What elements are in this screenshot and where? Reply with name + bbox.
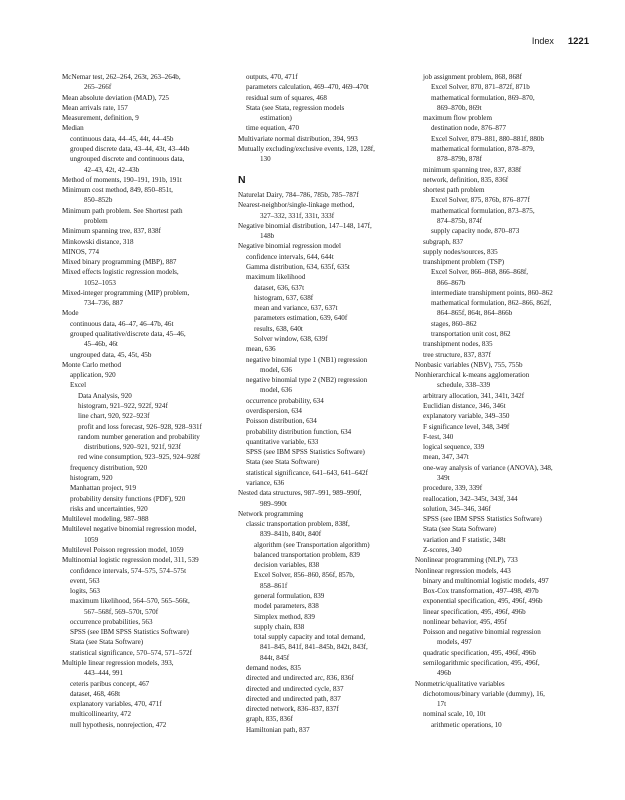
index-subentry: Z-scores, 340 [423, 545, 462, 554]
index-entry: Negative binomial distribution, 147–148, 147f, [238, 221, 372, 230]
index-subentry: binary and multinomial logistic models, 497 [423, 576, 549, 585]
index-subentry: algorithm (see Transportation algorithm) [254, 540, 370, 549]
index-entry: Multivariate normal distribution, 394, 993 [238, 134, 358, 143]
index-entry: Minkowski distance, 318 [62, 237, 134, 246]
index-subentry: directed and undirected arc, 836, 836f [246, 674, 354, 683]
index-subentry: arithmetic operations, 10 [431, 720, 502, 729]
index-subentry: variance, 636 [246, 478, 285, 487]
index-subentry: Hamiltonian path, 837 [246, 725, 310, 734]
index-entry-continuation: 42–43, 42t, 42–43b [84, 165, 140, 174]
index-subentry: Excel Solver, 875, 876b, 876–877f [431, 196, 530, 205]
index-entry: Multilevel negative binomial regression model, [62, 525, 197, 534]
index-entry-continuation: 443–444, 991 [84, 669, 124, 678]
index-subentry: maximum flow problem [423, 114, 492, 123]
index-subentry: logits, 563 [70, 587, 100, 596]
index-subentry: multicollinearity, 472 [70, 710, 132, 719]
index-subentry: negative binomial type 1 (NB1) regression [246, 355, 368, 364]
index-entry-continuation: 869–870b, 869t [437, 103, 482, 112]
index-subentry: statistical significance, 570–574, 571–572f [70, 648, 192, 657]
index-subentry: grouped qualitative/discrete data, 45–46, [70, 330, 186, 339]
index-entry: Mixed-integer programming (MIP) problem, [62, 288, 190, 297]
index-subentry: transhipment nodes, 835 [423, 340, 493, 349]
index-entry: MINOS, 774 [62, 247, 100, 256]
index-entry: Nonhierarchical k-means agglomeration [415, 371, 530, 380]
index-subentry: dataset, 636, 637t [254, 283, 305, 292]
index-subentry: Manhattan project, 919 [70, 484, 136, 493]
index-entry-continuation: 844t, 845f [260, 653, 290, 662]
index-subentry: Stata (see Stata Software) [423, 525, 497, 534]
index-entry-continuation: 878–879b, 878f [437, 155, 482, 164]
index-entry-continuation: 327–332, 331f, 331t, 333f [260, 211, 335, 220]
index-subentry: Solver window, 638, 639f [254, 335, 328, 344]
index-entry-continuation: 989–990t [260, 499, 287, 508]
index-entry: Mode [62, 309, 79, 318]
index-subentry: semilogarithmic specification, 495, 496f, [423, 659, 540, 668]
index-entry: Minimum spanning tree, 837, 838f [62, 227, 161, 236]
index-entry: Nested data structures, 987–991, 989–990f, [238, 489, 362, 498]
index-entry-continuation: models, 497 [437, 638, 472, 647]
index-entry-continuation: 1052–1053 [84, 278, 116, 287]
index-entry: Mean arrivals rate, 157 [62, 103, 128, 112]
index-subentry: Poisson and negative binomial regression [423, 628, 541, 637]
index-entry: Multiple linear regression models, 393, [62, 659, 174, 668]
index-subentry: mean and variance, 637, 637t [254, 304, 338, 313]
index-entry-continuation: model, 636 [260, 365, 292, 374]
index-subentry: results, 638, 640t [254, 324, 303, 333]
index-entry: Mixed effects logistic regression models, [62, 268, 179, 277]
index-entry-continuation: 148b [260, 232, 275, 241]
index-subentry: classic transportation problem, 838f, [246, 520, 350, 529]
index-subentry: Excel [70, 381, 87, 390]
index-entry: Multinomial logistic regression model, 311, 539 [62, 556, 199, 565]
index-entry: Monte Carlo method [62, 360, 122, 369]
index-subentry: Poisson distribution, 634 [246, 417, 317, 426]
index-entry: Nonbasic variables (NBV), 755, 755b [415, 360, 523, 369]
index-subentry: profit and loss forecast, 926–928, 928–931f [78, 422, 202, 431]
index-entry-continuation: 850–852b [84, 196, 113, 205]
index-subentry: decision variables, 838 [254, 561, 320, 570]
index-entry-continuation: 734–736, 887 [84, 299, 124, 308]
page-header [532, 36, 589, 47]
index-subentry: null hypothesis, nonrejection, 472 [70, 720, 167, 729]
index-subentry: maximum likelihood, 564–570, 565–566t, [70, 597, 190, 606]
index-entry: Mutually excluding/exclusive events, 128, 128f, [238, 144, 375, 153]
index-subentry: histogram, 637, 638f [254, 293, 314, 302]
index-subentry: histogram, 920 [70, 473, 113, 482]
index-entry-continuation: 496b [437, 669, 452, 678]
index-subentry: stages, 860–862 [431, 319, 477, 328]
index-subentry: reallocation, 342–345t, 343f, 344 [423, 494, 518, 503]
index-subentry: destination node, 876–877 [431, 124, 507, 133]
index-subentry: SPSS (see IBM SPSS Statistics Software) [423, 515, 542, 524]
index-subentry: quantitative variable, 633 [246, 437, 319, 446]
index-subentry: parameters calculation, 469–470, 469–470t [246, 83, 369, 92]
section-letter: N [238, 173, 246, 186]
index-subentry: arbitrary allocation, 341, 341t, 342f [423, 391, 525, 400]
index-subentry: ungrouped data, 45, 45t, 45b [70, 350, 152, 359]
index-subentry: explanatory variable, 349–350 [423, 412, 510, 421]
index-subentry: network, definition, 835, 836f [423, 175, 509, 184]
index-subentry: directed and undirected cycle, 837 [246, 684, 344, 693]
index-subentry: directed network, 836–837, 837f [246, 705, 339, 714]
index-subentry: frequency distribution, 920 [70, 463, 148, 472]
index-subentry: supply nodes/sources, 835 [423, 247, 498, 256]
index-subentry: application, 920 [70, 371, 116, 380]
index-subentry: occurrence probability, 634 [246, 396, 324, 405]
index-subentry: risks and uncertainties, 920 [70, 504, 148, 513]
index-subentry: demand nodes, 835 [246, 664, 301, 673]
index-entry: Minimum cost method, 849, 850–851t, [62, 186, 173, 195]
index-entry-continuation: 130 [260, 155, 271, 164]
index-subentry: mathematical formulation, 873–875, [431, 206, 535, 215]
index-subentry: nonlinear behavior, 495, 495f [423, 617, 507, 626]
index-subentry: continuous data, 46–47, 46–47b, 46t [70, 319, 174, 328]
index-subentry: mean, 347, 347t [423, 453, 469, 462]
index-entry: Nearest-neighbor/single-linkage method, [238, 201, 355, 210]
index-entry: Minimum path problem. See Shortest path [62, 206, 183, 215]
index-entry: Method of moments, 190–191, 191b, 191t [62, 175, 182, 184]
index-entry-continuation: 839–841b, 840t, 840f [260, 530, 322, 539]
index-subentry: variation and F statistic, 348t [423, 535, 506, 544]
index-subentry: nominal scale, 10, 10t [423, 710, 486, 719]
index-subentry: dichotomous/binary variable (dummy), 16, [423, 689, 545, 698]
index-subentry: mathematical formulation, 869–870, [431, 93, 535, 102]
index-subentry: event, 563 [70, 576, 100, 585]
index-subentry: SPSS (see IBM SPSS Statistics Software) [70, 628, 189, 637]
index-subentry: histogram, 921–922, 922f, 924f [78, 402, 168, 410]
index-entry: Nonlinear regression models, 443 [415, 566, 511, 575]
index-subentry: job assignment problem, 868, 868f [423, 73, 522, 81]
index-subentry: shortest path problem [423, 186, 485, 195]
index-subentry: Gamma distribution, 634, 635f, 635t [246, 263, 350, 272]
index-subentry: transportation unit cost, 862 [431, 330, 511, 339]
index-subentry: Excel Solver, 856–860, 856f, 857b, [254, 571, 355, 580]
page-number: 1221 [567, 36, 589, 47]
index-subentry: total supply capacity and total demand, [254, 633, 366, 642]
index-entry-continuation: 349t [437, 473, 450, 482]
index-entry-continuation: 17t [437, 700, 447, 709]
index-subentry: F-test, 340 [423, 432, 454, 441]
index-subentry: confidence intervals, 574–575, 574–575t [70, 566, 187, 575]
index-subentry: dataset, 468, 468t [70, 689, 121, 698]
index-subentry: logical sequence, 339 [423, 443, 485, 452]
index-column-3 [415, 72, 587, 730]
index-subentry: continuous data, 44–45, 44t, 44–45b [70, 134, 174, 143]
index-subentry: probability density functions (PDF), 920 [70, 494, 186, 503]
index-entry-continuation: 841–845, 841f, 841–845b, 842t, 843f, [260, 643, 368, 652]
index-entry: Negative binomial regression model [238, 242, 342, 251]
index-subentry: F significance level, 348, 349f [423, 422, 510, 431]
index-subentry: confidence intervals, 644, 644t [246, 252, 334, 261]
index-entry-continuation: 567–568f, 569–570t, 570f [84, 607, 159, 616]
index-subentry: exponential specification, 495, 496f, 496b [423, 597, 543, 606]
index-subentry: model parameters, 838 [254, 602, 319, 611]
index-entry: Median [62, 124, 84, 133]
index-subentry: outputs, 470, 471f [246, 73, 298, 81]
index-entry: McNemar test, 262–264, 263t, 263–264b, [62, 73, 181, 81]
index-entry: Nonlinear programming (NLP), 733 [415, 556, 518, 565]
index-subentry: parameters estimation, 639, 640f [254, 314, 348, 323]
running-head-title: Index [531, 36, 554, 46]
index-entry-continuation: 1059 [84, 535, 99, 544]
index-subentry: Stata (see Stata, regression models [246, 103, 345, 112]
index-entry: Measurement, definition, 9 [62, 114, 139, 123]
index-entry-continuation: estimation) [260, 114, 292, 123]
index-subentry: Stata (see Stata Software) [70, 638, 144, 647]
index-subentry: mathematical formulation, 878–879, [431, 144, 535, 153]
index-subentry: grouped discrete data, 43–44, 43t, 43–44b [70, 144, 190, 153]
index-subentry: Simplex method, 839 [254, 612, 315, 621]
index-subentry: balanced transportation problem, 839 [254, 550, 360, 559]
index-entry: Multilevel modeling, 987–988 [62, 515, 149, 524]
index-entry-continuation: 874–875b, 874f [437, 216, 482, 225]
index-subentry: tree structure, 837, 837f [423, 350, 491, 359]
index-subentry: random number generation and probability [78, 432, 200, 441]
index-subentry: Excel Solver, 870, 871–872f, 871b [431, 83, 530, 92]
index-subentry: line chart, 920, 922–923f [78, 412, 150, 421]
index-entry: Mean absolute deviation (MAD), 725 [62, 93, 169, 102]
index-entry-continuation: 866–867b [437, 278, 466, 287]
index-subentry: maximum likelihood [246, 273, 306, 282]
index-entry-continuation: 45–46b, 46t [84, 340, 118, 349]
index-subentry: Stata (see Stata Software) [246, 458, 320, 467]
index-subentry: probability distribution function, 634 [246, 427, 352, 436]
index-entry-continuation: model, 636 [260, 386, 292, 395]
index-subentry: overdispersion, 634 [246, 406, 302, 415]
index-subentry: residual sum of squares, 468 [246, 93, 327, 102]
index-subentry: procedure, 339, 339f [423, 484, 483, 493]
index-subentry: minimum spanning tree, 837, 838f [423, 165, 522, 174]
index-subentry: Excel Solver, 879–881, 880–881f, 880b [431, 134, 545, 143]
index-subentry: directed and undirected path, 837 [246, 694, 341, 703]
index-entry-continuation: 858–861f [260, 581, 288, 590]
index-subentry: mathematical formulation, 862–866, 862f, [431, 299, 552, 308]
index-entry-continuation: 265–266f [84, 83, 112, 92]
index-entry: Multilevel Poisson regression model, 1059 [62, 545, 184, 554]
index-subentry: ungrouped discrete and continuous data, [70, 155, 185, 164]
index-subentry: Data Analysis, 920 [78, 391, 132, 400]
index-entry: Mixed binary programming (MBP), 887 [62, 258, 177, 267]
index-subentry: supply capacity node, 870–873 [431, 227, 520, 236]
index-subentry: ceteris paribus concept, 467 [70, 679, 150, 688]
index-subentry: general formulation, 839 [254, 592, 325, 601]
index-subentry: mean, 636 [246, 345, 276, 354]
index-subentry: one-way analysis of variance (ANOVA), 348, [423, 463, 553, 472]
index-subentry: linear specification, 495, 496f, 496b [423, 607, 526, 616]
index-subentry: transhipment problem (TSP) [423, 258, 505, 267]
index-entry-continuation: schedule, 338–339 [437, 381, 491, 390]
index-subentry: occurrence probabilities, 563 [70, 617, 153, 626]
index-subentry: Box-Cox transformation, 497–498, 497b [423, 587, 539, 596]
index-subentry: time equation, 470 [246, 124, 299, 133]
index-entry: Network programming [238, 509, 304, 518]
index-entry-continuation: 864–865f, 864t, 864–866b [437, 309, 513, 318]
index-subentry: negative binomial type 2 (NB2) regression [246, 376, 368, 385]
index-subentry: subgraph, 837 [423, 237, 464, 246]
index-entry-continuation: distributions, 920–921, 921f, 923f [84, 443, 181, 452]
index-subentry: graph, 835, 836f [246, 715, 293, 724]
index-entry: Naturelat Dairy, 784–786, 785b, 785–787f [238, 191, 359, 200]
index-subentry: red wine consumption, 923–925, 924–928f [78, 453, 201, 462]
index-subentry: statistical significance, 641–643, 641–642f [246, 468, 368, 477]
index-subentry: intermediate transhipment points, 860–862 [431, 288, 553, 297]
index-entry: Nonmetric/qualitative variables [415, 679, 505, 688]
index-subentry: quadratic specification, 495, 496f, 496b [423, 648, 536, 657]
index-subentry: Excel Solver, 866–868, 866–868f, [431, 268, 529, 277]
index-entry-continuation: problem [84, 216, 108, 225]
index-subentry: solution, 345–346, 346f [423, 504, 491, 513]
index-subentry: Euclidian distance, 346, 346t [423, 402, 506, 410]
index-subentry: explanatory variables, 470, 471f [70, 700, 162, 709]
index-subentry: supply chain, 838 [254, 622, 305, 631]
index-subentry: SPSS (see IBM SPSS Statistics Software) [246, 448, 365, 457]
index-column-1 [62, 72, 234, 730]
index-column-2 [238, 72, 410, 735]
